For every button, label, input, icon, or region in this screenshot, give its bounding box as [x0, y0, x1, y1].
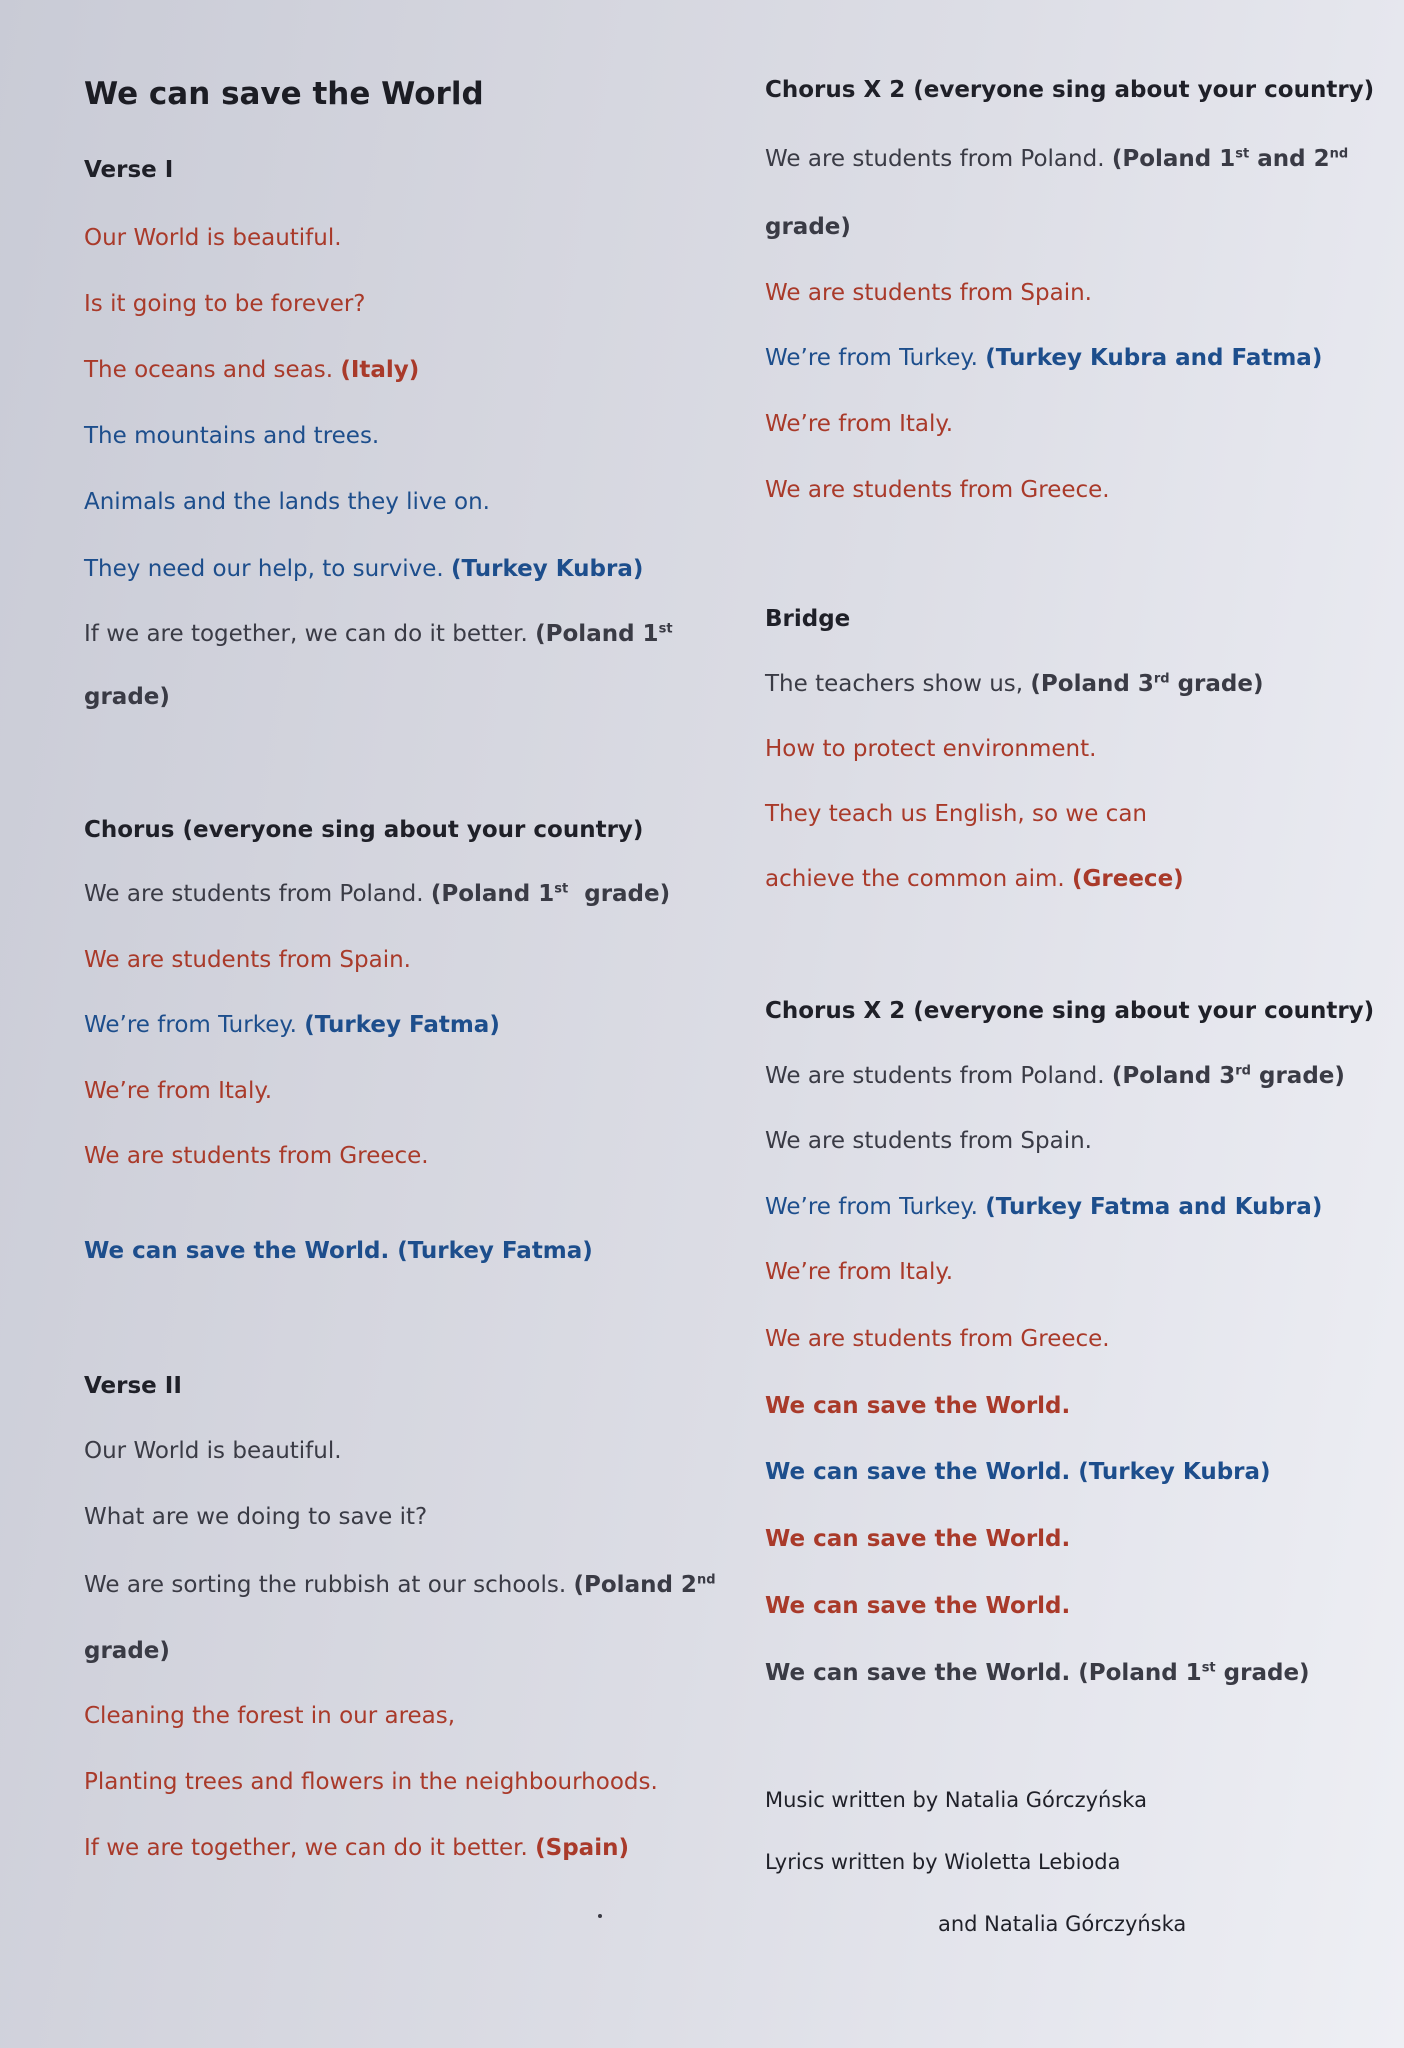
- lyric-line: [765, 410, 953, 438]
- lyric-text: We’re from Turkey.: [84, 1012, 305, 1038]
- lyric-line: [84, 1702, 455, 1730]
- section-heading: [84, 1372, 182, 1400]
- lyric-line: [938, 1910, 1186, 1938]
- lyric-text: We are students from Spain.: [84, 947, 411, 973]
- part-assignment: (Poland 1: [1111, 146, 1236, 172]
- lyric-text: We’re from Italy.: [765, 1259, 954, 1285]
- lyric-line: [84, 1834, 629, 1862]
- lyric-line: [765, 279, 1092, 307]
- lyric-line: [84, 1237, 593, 1265]
- lyric-text: Chorus X 2 (everyone sing about your country): [765, 998, 1375, 1024]
- lyric-line: [765, 1193, 1322, 1221]
- lyric-line: [765, 1258, 953, 1286]
- lyric-text: We’re from Turkey.: [765, 1194, 986, 1220]
- part-assignment: We can save the World.: [765, 1393, 1071, 1419]
- part-assignment: We can save the World.: [765, 1593, 1071, 1619]
- lyric-text: We’re from Italy.: [765, 411, 954, 437]
- part-assignment: grade): [765, 214, 851, 240]
- lyric-text: How to protect environment.: [765, 736, 1097, 762]
- part-assignment: We can save the World. (Turkey Kubra): [765, 1459, 1271, 1485]
- lyric-line: [84, 620, 673, 648]
- lyric-line: [84, 290, 366, 318]
- lyric-line: [84, 555, 643, 583]
- part-assignment: We can save the World.: [765, 1526, 1071, 1552]
- lyric-line: [765, 145, 1348, 173]
- part-assignment: (Spain): [535, 1835, 629, 1861]
- lyric-text: achieve the common aim.: [765, 866, 1072, 892]
- lyric-line: [765, 1848, 1121, 1876]
- lyric-text: Verse I: [84, 157, 174, 183]
- part-assignment-end: grade): [1250, 1063, 1345, 1089]
- part-assignment-end: grade): [1169, 671, 1264, 697]
- part-assignment: (Turkey Kubra and Fatma): [985, 345, 1323, 371]
- lyric-text: and Natalia Górczyńska: [938, 1912, 1187, 1936]
- part-assignment: (Italy): [340, 357, 420, 383]
- part-assignment-end: and 2: [1249, 146, 1330, 172]
- ordinal-suffix: st: [658, 621, 673, 637]
- lyric-text: Is it going to be forever?: [84, 291, 366, 317]
- ordinal-suffix: st: [1235, 146, 1250, 162]
- ordinal-suffix: nd: [1329, 146, 1349, 162]
- lyric-line: [84, 488, 490, 516]
- lyric-line: [765, 1458, 1271, 1486]
- lyric-text: We are students from Spain.: [765, 280, 1092, 306]
- lyric-text: They teach us English, so we can: [765, 801, 1147, 827]
- part-assignment: (Turkey Fatma and Kubra): [985, 1194, 1323, 1220]
- lyric-text: Music written by Natalia Górczyńska: [765, 1788, 1147, 1812]
- lyric-line: [765, 1062, 1345, 1090]
- lyric-text: We are students from Poland.: [765, 146, 1112, 172]
- lyric-line: [765, 1127, 1092, 1155]
- part-assignment: grade): [84, 684, 170, 710]
- lyric-line: [84, 1142, 429, 1170]
- section-heading: [765, 76, 1374, 104]
- lyric-line: [765, 344, 1322, 372]
- lyric-text: We’re from Turkey.: [765, 345, 986, 371]
- lyric-line: [765, 476, 1110, 504]
- lyric-text: Bridge: [765, 606, 851, 632]
- lyric-text: They need our help, to survive.: [84, 556, 452, 582]
- part-assignment: (Turkey Fatma): [304, 1012, 500, 1038]
- lyric-line: [765, 1659, 1310, 1687]
- lyric-line: [84, 356, 419, 384]
- lyric-line: [765, 213, 851, 241]
- lyric-line: [765, 1325, 1110, 1353]
- lyric-line: [765, 735, 1096, 763]
- lyric-text: What are we doing to save it?: [84, 1504, 428, 1530]
- lyric-line: [84, 1637, 170, 1665]
- part-assignment: (Poland 3: [1111, 1063, 1236, 1089]
- lyric-text: The oceans and seas.: [84, 357, 341, 383]
- lyric-text: If we are together, we can do it better.: [84, 621, 536, 647]
- lyric-text: We’re from Italy.: [84, 1078, 273, 1104]
- section-heading: [84, 816, 643, 844]
- part-assignment: (Greece): [1072, 866, 1184, 892]
- ordinal-suffix: st: [554, 881, 569, 897]
- lyric-line: [84, 1011, 500, 1039]
- lyric-line: [84, 224, 342, 252]
- lyric-text: Chorus (everyone sing about your country): [84, 817, 644, 843]
- part-assignment: grade): [84, 1638, 170, 1664]
- part-assignment: (Turkey Kubra): [451, 556, 644, 582]
- lyric-text: Verse II: [84, 1373, 182, 1399]
- lyric-line: [84, 1503, 427, 1531]
- section-heading: [765, 605, 850, 633]
- part-assignment: We can save the World. (Turkey Fatma): [84, 1238, 593, 1264]
- lyric-line: [765, 1786, 1147, 1814]
- song-title: We can save the World: [84, 76, 484, 112]
- ordinal-suffix: rd: [1235, 1063, 1251, 1079]
- lyric-line: [765, 1525, 1070, 1553]
- lyric-text: We are students from Poland.: [84, 881, 431, 907]
- lyric-text: The teachers show us,: [765, 671, 1031, 697]
- lyric-text: Cleaning the forest in our areas,: [84, 1703, 456, 1729]
- part-assignment: (Poland 1: [535, 621, 659, 647]
- lyric-text: We are students from Greece.: [765, 1326, 1110, 1352]
- lyric-line: [84, 880, 670, 908]
- ordinal-suffix: st: [1201, 1660, 1216, 1676]
- lyric-text: Lyrics written by Wioletta Lebioda: [765, 1850, 1121, 1874]
- lyric-text: We are students from Poland.: [765, 1063, 1112, 1089]
- lyric-line: [765, 865, 1184, 893]
- lyric-text: Our World is beautiful.: [84, 225, 342, 251]
- part-assignment: (Poland 2: [573, 1572, 697, 1598]
- part-assignment: (Poland 3: [1030, 671, 1154, 697]
- section-heading: [765, 997, 1374, 1025]
- lyric-text: Planting trees and flowers in the neighbourhoods.: [84, 1769, 658, 1795]
- lyric-text: If we are together, we can do it better.: [84, 1835, 536, 1861]
- lyric-text: We are sorting the rubbish at our schools.: [84, 1572, 574, 1598]
- ordinal-suffix: nd: [696, 1572, 716, 1588]
- lyric-line: [84, 1768, 658, 1796]
- pen-dot: [598, 1914, 602, 1918]
- lyric-line: [84, 946, 411, 974]
- part-assignment: We can save the World. (Poland 1: [765, 1660, 1202, 1686]
- lyric-text: We are students from Greece.: [84, 1143, 429, 1169]
- lyric-text: Animals and the lands they live on.: [84, 489, 490, 515]
- part-assignment-end: grade): [1215, 1660, 1310, 1686]
- lyric-line: [765, 1592, 1070, 1620]
- lyric-text: The mountains and trees.: [84, 423, 380, 449]
- lyric-line: [84, 1077, 272, 1105]
- lyric-text: Our World is beautiful.: [84, 1438, 342, 1464]
- lyric-text: We are students from Greece.: [765, 477, 1110, 503]
- lyric-line: [84, 1571, 716, 1599]
- lyric-line: [84, 1437, 342, 1465]
- part-assignment: (Poland 1: [430, 881, 555, 907]
- lyric-text: Chorus X 2 (everyone sing about your country): [765, 77, 1375, 103]
- section-heading: [84, 156, 173, 184]
- lyric-line: [84, 422, 379, 450]
- lyric-line: [765, 670, 1264, 698]
- lyric-line: [765, 1392, 1070, 1420]
- lyric-line: [84, 683, 170, 711]
- lyric-text: We are students from Spain.: [765, 1128, 1092, 1154]
- lyric-line: [765, 800, 1147, 828]
- part-assignment-end: grade): [568, 881, 671, 907]
- ordinal-suffix: rd: [1153, 671, 1170, 687]
